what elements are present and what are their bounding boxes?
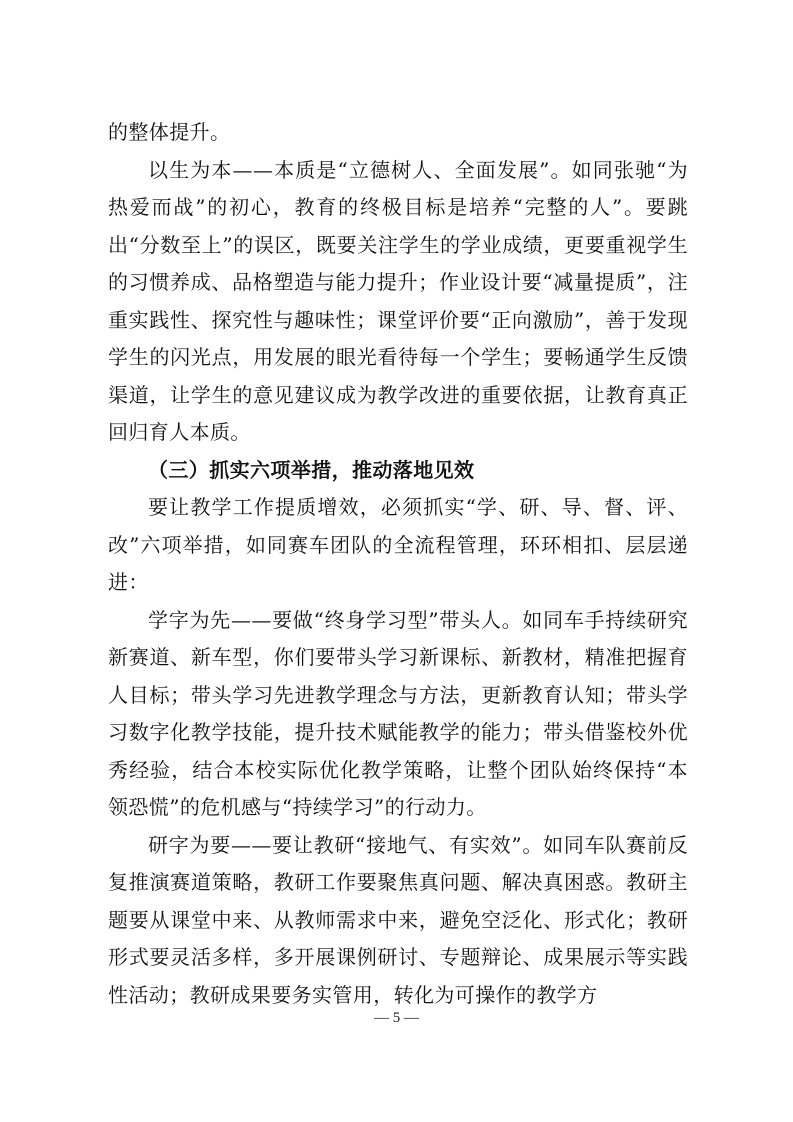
document-body [108,114,688,1014]
paragraph-six-measures: 要让教学工作提质增效，必须抓实“学、研、导、督、评、改”六项举措，如同赛车团队的全流程管理，环环相扣、层层递进： [108,495,688,594]
paragraph-research: 研字为要——要让教研“接地气、有实效”。如同车队赛前反复推演赛道策略，教研工作要聚焦真问题、解决真困惑。教研主题要从课堂中来、从教师需求中来，避免空泛化、形式化；教研形式要灵活多样，多开展课例研讨、专题辩论、成果展示等实践性活动；教研成果要务实管用，转化为可操作的教学方 [108,832,688,1007]
page-number: — 5 — [374,1010,419,1026]
paragraph-student-centered: 以生为本——本质是“立德树人、全面发展”。如同张驰“为热爱而战”的初心，教育的终极目标是培养“完整的人”。要跳出“分数至上”的误区，既要关注学生的学业成绩，更要重视学生的习惯养成、品格塑造与能力提升；作业设计要“减量提质”，注重实践性、探究性与趣味性；课堂评价要“正向激励”，善于发现学生的闪光点，用发展的眼光看待每一个学生；要畅通学生反馈渠道，让学生的意见建议成为教学改进的重要依据，让教育真正回归育人本质。 [108,157,688,444]
paragraph-learning: 学字为先——要做“终身学习型”带头人。如同车手持续研究新赛道、新车型，你们要带头学习新课标、新教材，精准把握育人目标；带头学习先进教学理念与方法，更新教育认知；带头学习数字化教学技能，提升技术赋能教学的能力；带头借鉴校外优秀经验，结合本校实际优化教学策略，让整个团队始终保持“本领恐慌”的危机感与“持续学习”的行动力。 [108,607,688,819]
paragraph-continuation: 的整体提升。 [108,120,231,144]
section-heading: （三）抓实六项举措，推动落地见效 [148,457,475,482]
